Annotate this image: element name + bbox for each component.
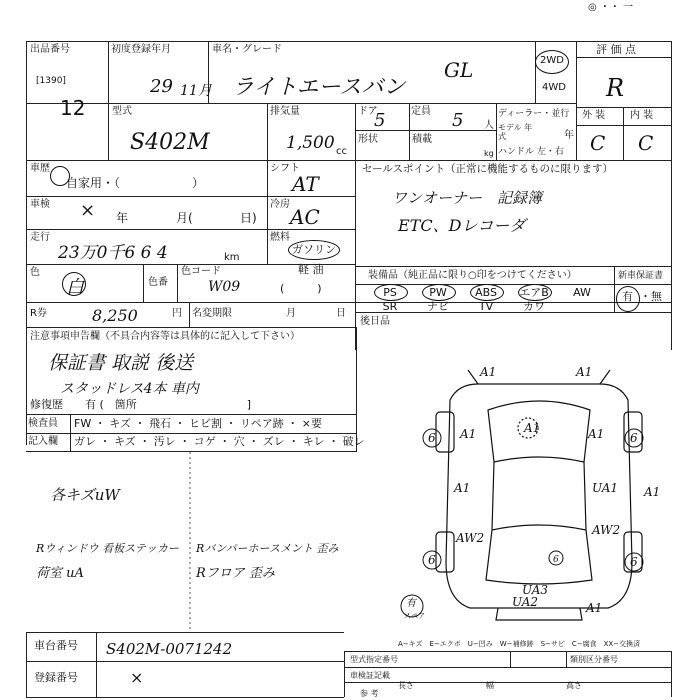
- interior-value: C: [638, 131, 654, 155]
- r-ticket-label: R券: [30, 308, 47, 319]
- length-label: 長さ: [398, 681, 414, 690]
- r-ticket-value: 8,250: [92, 306, 138, 325]
- inspector-label: 検査員: [28, 418, 58, 429]
- dealer-label: ディーラー・並行: [498, 109, 570, 119]
- equip-tv: TV: [478, 300, 494, 313]
- km-label: km: [224, 252, 240, 263]
- car-name-label: 車名・グレード: [212, 44, 282, 55]
- entry-label: 記入欄: [28, 436, 58, 447]
- mark-rear-bumper: UA2: [512, 595, 539, 609]
- sales-line-1: ワンオーナー 記録簿: [392, 189, 543, 207]
- doors-value: 5: [374, 110, 386, 131]
- car-damage-diagram: [404, 362, 670, 634]
- displacement-value: 1,500: [286, 133, 335, 153]
- drive-2wd-circle: [535, 50, 569, 74]
- inspection-label: 車検: [30, 199, 50, 210]
- car-name-value: ライトエースバン: [232, 75, 406, 100]
- load-label: 積載: [412, 134, 432, 145]
- equip-leather: カワ: [523, 300, 545, 313]
- mark-front-right: A1: [576, 365, 593, 379]
- fuel-paren: ( ): [280, 282, 322, 295]
- name-change-label: 名変期限: [192, 308, 232, 319]
- notes-a: 各キズuW: [50, 486, 120, 504]
- category-label: 類別区分番号: [570, 655, 618, 664]
- handle-label: ハンドル 左・右: [498, 147, 564, 157]
- insp-day: 日): [240, 211, 257, 225]
- equip-pw: PW: [429, 286, 447, 299]
- model-year-label: モデル 年式: [498, 123, 533, 141]
- sales-line-2: ETC、Dレコーダ: [398, 216, 526, 235]
- mark-left-quarter: AW2: [456, 531, 485, 545]
- inspect-row-2: ガレ ・ キズ ・ 汚レ ・ コゲ ・ 穴 ・ ズレ ・ キレ ・ 破レ: [74, 435, 365, 448]
- warranty-label: 新車保証書: [618, 271, 664, 281]
- displacement-label: 排気量: [270, 106, 300, 117]
- reg-no-label: 登録番号: [34, 671, 78, 684]
- color-code-value: W09: [208, 279, 241, 295]
- notes-e: Rフロア 歪み: [196, 566, 275, 581]
- first-reg-label: 初度登録年月: [111, 44, 171, 55]
- year-suffix: 年: [564, 130, 574, 141]
- aircon-value: AC: [290, 205, 320, 229]
- equip-abs-circle: [470, 284, 504, 301]
- month-label: 月: [286, 308, 296, 319]
- type-approval-label: 型式指定番号: [350, 655, 398, 664]
- insp-mark: ×: [80, 200, 96, 221]
- reg-no-value: ×: [130, 668, 144, 687]
- equip-sr: SR: [382, 300, 398, 313]
- height-label: 高さ: [566, 681, 582, 690]
- cc-label: cc: [336, 146, 347, 157]
- chassis-value: S402M-0071242: [106, 640, 233, 658]
- grade-value: GL: [444, 58, 474, 82]
- mark-hood: A1: [524, 421, 541, 435]
- warranty-yes: 有: [622, 290, 633, 303]
- after-day-label: 後日品: [360, 316, 390, 327]
- mark-right-rear-door: UA1: [592, 481, 619, 495]
- model-label: 型式: [112, 106, 132, 117]
- notes-d: Rバンパーホースメント 歪み: [196, 542, 339, 555]
- repair-label: 修復歴 有 ( 箇所 ]: [30, 398, 252, 411]
- rating-value: R: [606, 74, 625, 102]
- fuel-label: 燃料: [270, 232, 290, 243]
- interior-label: 内 装: [630, 110, 654, 121]
- tire-rear-right: 6: [630, 555, 638, 569]
- mark-front-left: A1: [480, 365, 497, 379]
- equip-aw: AW: [573, 286, 591, 299]
- corner-mark: ◎ ・・ 一: [588, 2, 634, 13]
- equipment-label: 装備品（純正品に限り○印をつけてください）: [368, 270, 577, 281]
- notes-b: Rウィンドウ 看板ステッカー: [36, 542, 179, 555]
- notes-c: 荷室 uA: [36, 566, 84, 581]
- shift-label: シフト: [270, 163, 300, 174]
- insp-month: 月(: [176, 211, 193, 225]
- shape-label: 形状: [358, 134, 378, 145]
- tire-spare-inner: 6: [553, 555, 559, 565]
- yen-label: 円: [172, 308, 182, 319]
- reg-month: 11月: [180, 83, 212, 99]
- mark-right-panel: A1: [644, 485, 661, 499]
- mark-right-front-door: A1: [588, 427, 605, 441]
- drive-4wd: 4WD: [542, 82, 566, 93]
- width-label: 幅: [486, 681, 494, 690]
- color-value: 白: [66, 277, 84, 298]
- fuel-gas-circle: [288, 240, 340, 260]
- mark-back-door: UA3: [522, 583, 549, 597]
- tire-front-left: 6: [428, 431, 436, 445]
- color-label: 色: [30, 267, 40, 278]
- equip-airbag-circle: [518, 284, 552, 301]
- aircon-label: 冷房: [270, 199, 290, 210]
- warranty-circle: [616, 286, 640, 312]
- verify-label: 車検証記載: [350, 671, 390, 680]
- mark-left-rear-door: A1: [454, 481, 471, 495]
- mark-rear-right: A1: [586, 601, 603, 615]
- mileage-label: 走行: [30, 232, 50, 243]
- lot-no-label: 出品番号: [30, 44, 70, 55]
- persons-label: 人: [484, 120, 494, 131]
- inspect-row-1: FW ・ キズ ・ 飛石 ・ ヒビ割 ・ リペア跡 ・ ×要: [74, 417, 322, 430]
- doors-label: ドア: [358, 106, 378, 117]
- ref-label: 参 考: [360, 689, 379, 698]
- notes-label: 注意事項申告欄（不具合内容等は具体的に記入して下さい）: [30, 331, 300, 342]
- equip-airbag: エアB: [519, 286, 549, 299]
- equip-abs: ABS: [475, 286, 497, 299]
- equip-ps: PS: [383, 286, 397, 299]
- kg-label: kg: [484, 149, 494, 158]
- day-label: 日: [336, 308, 346, 319]
- notes-line-1: 保証書 取説 後送: [48, 352, 194, 374]
- shift-value: AT: [292, 172, 319, 196]
- rating-label: 評 価 点: [596, 43, 636, 56]
- exterior-label: 外 装: [582, 110, 606, 121]
- color-no-label: 色番: [148, 277, 168, 288]
- lot-prefix: [1390]: [36, 76, 66, 86]
- tire-rear-left: 6: [428, 553, 436, 567]
- legend: A−キズ E−エクボ U−凹み W−補修跡 S−サビ C−腐食 XX−交換済: [398, 640, 641, 648]
- fuel-gas: ガソリン: [292, 243, 336, 256]
- color-circle: [62, 272, 86, 296]
- tire-front-right: 6: [630, 431, 638, 445]
- spare-label: スペア: [404, 612, 425, 620]
- mark-right-quarter: AW2: [592, 523, 621, 537]
- spare-value: 有: [406, 598, 416, 609]
- chassis-label: 車台番号: [34, 639, 78, 652]
- equip-ps-circle: [374, 284, 408, 301]
- lot-number: 12: [60, 96, 86, 120]
- color-code-label: 色コード: [181, 266, 221, 277]
- notes-line-2: スタッドレス4本 車内: [60, 381, 199, 397]
- drive-2wd: 2WD: [540, 55, 564, 66]
- insp-year: 年: [116, 211, 129, 225]
- capacity-value: 5: [452, 110, 464, 131]
- reg-year: 29: [150, 76, 173, 97]
- history-label: 車歴: [30, 163, 50, 174]
- mark-left-front-door: A1: [460, 427, 477, 441]
- equip-navi: ナビ: [427, 300, 449, 313]
- capacity-label: 定員: [411, 106, 431, 117]
- model-value: S402M: [130, 130, 210, 155]
- sales-point-label: セールスポイント（正常に機能するものに限ります）: [362, 163, 614, 175]
- warranty-no: ・無: [640, 290, 662, 303]
- exterior-value: C: [590, 131, 606, 155]
- history-value: 自家用・（ ）: [66, 176, 205, 190]
- mileage-value: 23万0千6 6 4: [58, 243, 168, 263]
- equip-pw-circle: [422, 284, 456, 301]
- fuel-diesel: 軽 油: [298, 263, 324, 276]
